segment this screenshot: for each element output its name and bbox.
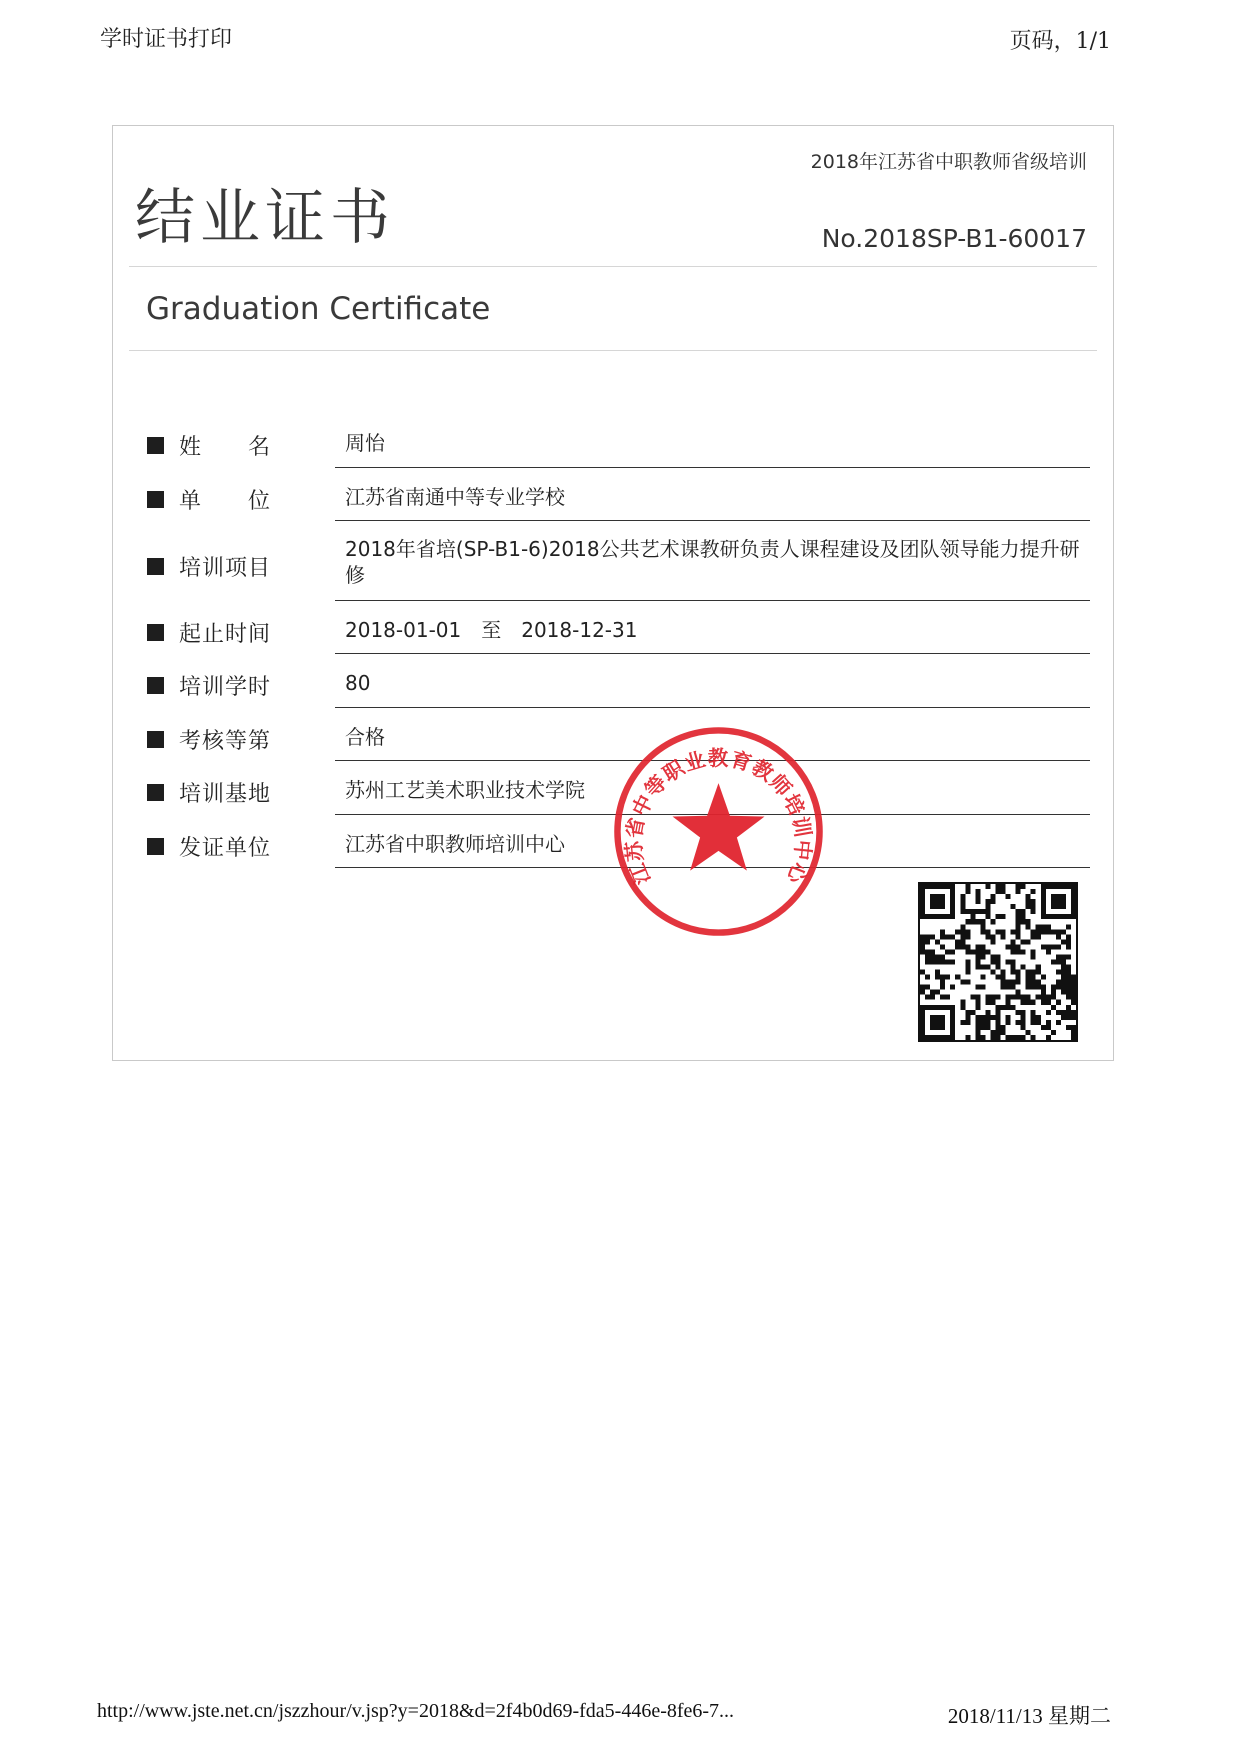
divider — [129, 266, 1097, 267]
qr-code — [918, 882, 1078, 1042]
field-label — [147, 831, 271, 862]
field-label-text: 姓 名 — [179, 435, 272, 460]
star-icon — [672, 783, 764, 871]
field-label-text: 考核等第 — [179, 729, 272, 754]
official-seal-stamp — [611, 724, 826, 939]
field-value: 苏州工艺美术职业技术学院 — [345, 778, 585, 802]
field-underline — [335, 707, 1090, 708]
field-value: 2018年省培(SP-B1-6)2018公共艺术课教研负责人课程建设及团队领导能力提升研修 — [345, 537, 1080, 587]
certificate-title: 结业证书 — [135, 183, 395, 253]
field-value: 周怡 — [345, 431, 385, 455]
field-underline — [335, 600, 1090, 601]
field-value: 合格 — [345, 725, 385, 749]
field-label — [147, 551, 271, 582]
field-value: 江苏省中职教师培训中心 — [345, 832, 565, 856]
field-label — [147, 670, 271, 701]
field-label-text: 发证单位 — [179, 836, 272, 861]
field-value: 80 — [345, 671, 371, 695]
field-value: 2018-01-01 至 2018-12-31 — [345, 618, 638, 642]
field-label-text: 培训项目 — [179, 556, 272, 581]
print-header-title: 学时证书打印 — [100, 27, 233, 52]
field-label-text: 培训学时 — [179, 675, 272, 700]
field-label-text: 起止时间 — [179, 622, 272, 647]
square-bullet-icon — [147, 784, 164, 801]
svg-text:江苏省中等职业教育教师培训中心: 江苏省中等职业教育教师培训中心 — [621, 746, 816, 888]
field-label — [147, 724, 271, 755]
square-bullet-icon — [147, 731, 164, 748]
program-line: 2018年江苏省中职教师省级培训 — [810, 151, 1087, 173]
divider — [129, 350, 1097, 351]
field-label — [147, 617, 271, 648]
field-underline — [335, 467, 1090, 468]
field-value: 江苏省南通中等专业学校 — [345, 485, 565, 509]
print-page-number: 页码，1/1 — [1009, 29, 1111, 54]
square-bullet-icon — [147, 491, 164, 508]
certificate-number: No.2018SP-B1-60017 — [821, 224, 1087, 253]
field-label — [147, 430, 271, 461]
field-underline — [335, 520, 1090, 521]
field-underline — [335, 653, 1090, 654]
certificate-subtitle: Graduation Certificate — [146, 291, 491, 327]
field-label-text: 单 位 — [179, 489, 272, 514]
square-bullet-icon — [147, 558, 164, 575]
print-footer-url: http://www.jste.net.cn/jszzhour/v.jsp?y=2018&d=2f4b0d69-fda5-446e-8fe6-7... — [97, 1700, 735, 1722]
field-label — [147, 777, 271, 808]
square-bullet-icon — [147, 437, 164, 454]
square-bullet-icon — [147, 624, 164, 641]
field-label — [147, 484, 271, 515]
print-footer-date: 2018/11/13 星期二 — [947, 1704, 1111, 1728]
square-bullet-icon — [147, 838, 164, 855]
certificate-card — [112, 125, 1114, 1061]
field-label-text: 培训基地 — [179, 782, 272, 807]
square-bullet-icon — [147, 677, 164, 694]
